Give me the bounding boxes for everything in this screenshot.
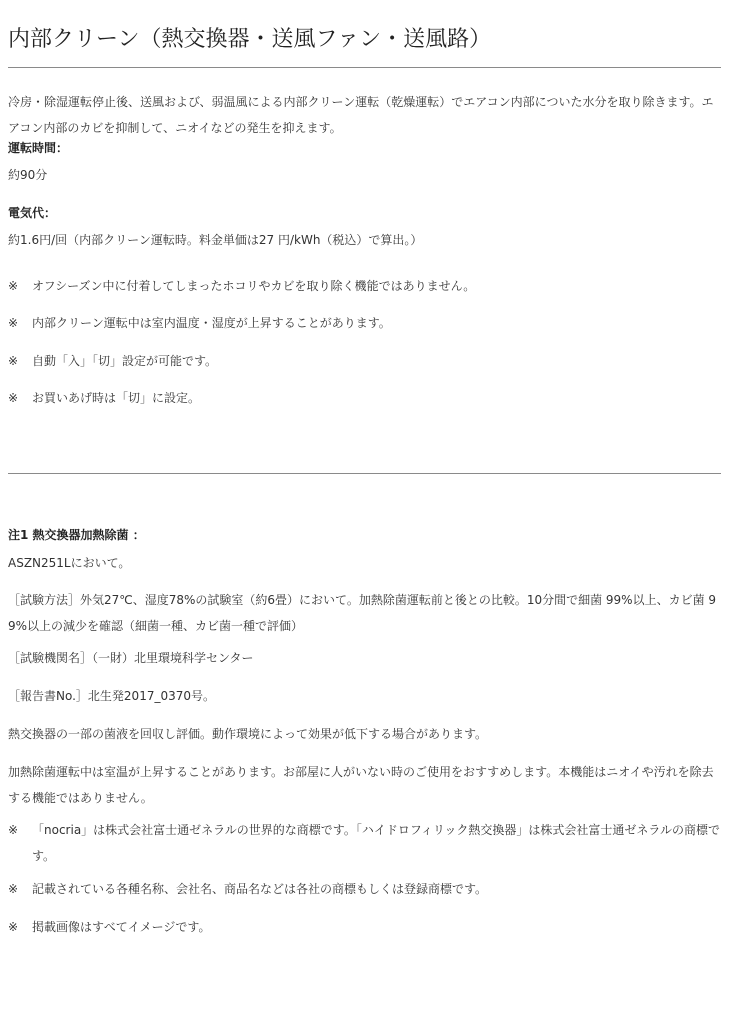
section-divider <box>8 473 721 474</box>
footnote-evaluation: 熱交換器の一部の菌液を回収し評価。動作環境によって効果が低下する場合があります。 <box>8 727 488 741</box>
note-item <box>8 817 722 869</box>
note-mark: ※ <box>8 279 19 293</box>
note-mark: ※ <box>8 391 19 405</box>
intro-paragraph: 冷房・除湿運転停止後、送風および、弱温風による内部クリーン運転（乾燥運転）でエアコン内部についた水分を取り除きます。エアコン内部のカビを抑制して、ニオイなどの発生を抑えます。 <box>8 95 714 135</box>
note-item <box>8 385 722 411</box>
footnote-test-institute: ［試験機関名］（一財）北里環境科学センター <box>8 651 254 665</box>
footnote-heading: 注1 熱交換器加熱除菌 ： <box>8 528 145 542</box>
note-text: 自動「入」「切」設定が可能です。 <box>32 354 218 368</box>
note-mark: ※ <box>8 882 19 896</box>
footnote-model: ASZN251Lにおいて。 <box>8 556 131 570</box>
note-item <box>8 310 722 336</box>
footnote-caution: 加熱除菌運転中は室温が上昇することがあります。お部屋に人がいない時のご使用をおすすめします。本機能はニオイや汚れを除去する機能ではありません。 <box>8 765 714 805</box>
note-mark: ※ <box>8 920 19 934</box>
note-mark: ※ <box>8 823 19 837</box>
footnote-report-number: ［報告書No.］北生発2017_0370号。 <box>8 689 216 703</box>
page-title: 内部クリーン（熱交換器・送風ファン・送風路） <box>8 27 492 52</box>
note-item <box>8 876 722 902</box>
note-item <box>8 273 722 299</box>
note-text: 内部クリーン運転中は室内温度・湿度が上昇することがあります。 <box>32 316 391 330</box>
note-text: お買いあげ時は「切」に設定。 <box>32 391 201 405</box>
footnote-test-method: ［試験方法］外気27℃、湿度78%の試験室（約6畳）において。加熱除菌運転前と後との比較。10分間で細菌 99%以上、カビ菌 99%以上の減少を確認（細菌一種、カビ菌一種で評価） <box>8 593 717 633</box>
note-mark: ※ <box>8 354 19 368</box>
run-time-value: 約90分 <box>8 168 48 182</box>
note-item <box>8 914 722 940</box>
note-text: オフシーズン中に付着してしまったホコリやカビを取り除く機能ではありません。 <box>32 279 476 293</box>
note-text: 記載されている各種名称、会社名、商品名などは各社の商標もしくは登録商標です。 <box>32 882 488 896</box>
note-mark: ※ <box>8 316 19 330</box>
title-divider <box>8 67 721 68</box>
electricity-value: 約1.6円/回（内部クリーン運転時。料金単価は27 円/kWh（税込）で算出。） <box>8 233 423 247</box>
note-text: 「nocria」は株式会社富士通ゼネラルの世界的な商標です。「ハイドロフィリック熱交換器」は株式会社富士通ゼネラルの商標です。 <box>32 823 721 863</box>
run-time-label: 運転時間： <box>8 141 69 155</box>
electricity-label: 電気代： <box>8 206 57 220</box>
note-text: 掲載画像はすべてイメージです。 <box>32 920 211 934</box>
note-item <box>8 348 722 374</box>
